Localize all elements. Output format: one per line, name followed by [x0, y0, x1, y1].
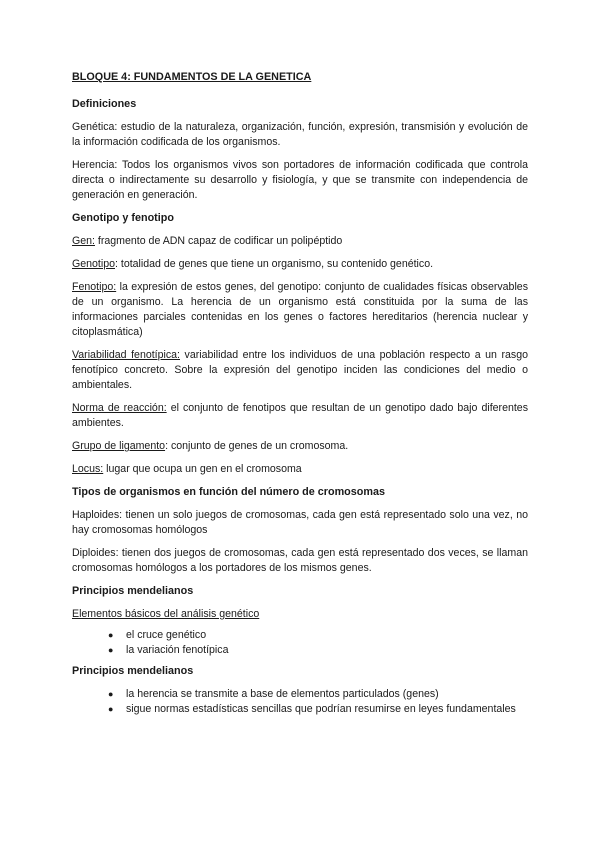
definition-locus: [72, 462, 528, 477]
list-item: [108, 687, 528, 702]
term-grupo-ligamento: Grupo de ligamento: [72, 440, 166, 452]
bullet-icon: ●: [108, 630, 114, 640]
definition-variabilidad: [72, 348, 528, 393]
heading-definiciones: Definiciones: [72, 98, 137, 110]
definition-locus-text: lugar que ocupa un gen en el cromosoma: [103, 463, 302, 475]
list-item-text: la herencia se transmite a base de elementos particulados (genes): [126, 688, 439, 700]
definition-norma-reaccion: [72, 401, 528, 431]
paragraph-genetica: Genética: estudio de la naturaleza, organización, función, expresión, transmisión y evolución de la información codificada de los organismos.: [72, 121, 528, 148]
bullet-icon: ●: [108, 704, 114, 714]
bullet-icon: ●: [108, 689, 114, 699]
list-elementos-basicos: [72, 628, 528, 658]
document-title: BLOQUE 4: FUNDAMENTOS DE LA GENETICA: [72, 71, 312, 83]
heading-genotipo-fenotipo: Genotipo y fenotipo: [72, 212, 174, 224]
heading-tipos-organismos: Tipos de organismos en función del número de cromosomas: [72, 486, 385, 498]
definition-fenotipo-text: la expresión de estos genes, del genotipo: conjunto de cualidades físicas observables de un organismo. La herencia de un organismo está constituida por la suma de las informaciones parciales contenidas en los genes o factores hereditarios (herencia nuclear y citoplasmática): [72, 281, 528, 338]
definition-norma-reaccion-text: el conjunto de fenotipos que resultan de un genotipo dado bajo diferentes ambientes.: [72, 402, 528, 429]
term-locus: Locus:: [72, 463, 104, 475]
list-item: [108, 628, 528, 643]
term-fenotipo: Fenotipo:: [72, 281, 117, 293]
definition-variabilidad-text: variabilidad entre los individuos de una población respecto a un rasgo fenotípico concreto. Sobre la expresión del genotipo inciden las condiciones del medio o ambientales.: [72, 349, 528, 391]
subheading-elementos-basicos: Elementos básicos del análisis genético: [72, 608, 260, 620]
definition-gen-text: fragmento de ADN capaz de codificar un polipéptido: [94, 235, 343, 247]
heading-principios-mendelianos-1: Principios mendelianos: [72, 585, 194, 597]
list-item: [108, 643, 528, 658]
definition-genotipo-text: : totalidad de genes que tiene un organismo, su contenido genético.: [115, 258, 434, 270]
bullet-icon: ●: [108, 645, 114, 655]
definition-grupo-ligamento: [72, 439, 528, 454]
paragraph-herencia: Herencia: Todos los organismos vivos son portadores de información codificada que controla directa o indirectamente su desarrollo y fisiología, y que se transmite con independencia de generación en generación.: [72, 159, 528, 201]
list-item-text: sigue normas estadísticas sencillas que podrían resumirse en leyes fundamentales: [126, 703, 516, 715]
term-variabilidad: Variabilidad fenotípica:: [72, 349, 180, 361]
list-item-text: la variación fenotípica: [126, 644, 229, 656]
heading-principios-mendelianos-2: Principios mendelianos: [72, 665, 194, 677]
term-gen: Gen:: [72, 235, 95, 247]
definition-fenotipo: [72, 280, 528, 340]
definition-genotipo: [72, 257, 528, 272]
list-principios: [72, 687, 528, 717]
list-item-text: el cruce genético: [126, 629, 207, 641]
paragraph-diploides: Diploides: tienen dos juegos de cromosomas, cada gen está representado dos veces, se llaman cromosomas homólogos a los portadores de los mismos genes.: [72, 547, 528, 574]
list-item: [108, 702, 528, 717]
definition-grupo-ligamento-text: : conjunto de genes de un cromosoma.: [165, 440, 349, 452]
paragraph-haploides: Haploides: tienen un solo juegos de cromosomas, cada gen está representado solo una vez, no hay cromosomas homólogos: [72, 509, 528, 536]
term-norma-reaccion: Norma de reacción:: [72, 402, 167, 414]
definition-gen: [72, 234, 528, 249]
term-genotipo: Genotipo: [72, 258, 115, 270]
